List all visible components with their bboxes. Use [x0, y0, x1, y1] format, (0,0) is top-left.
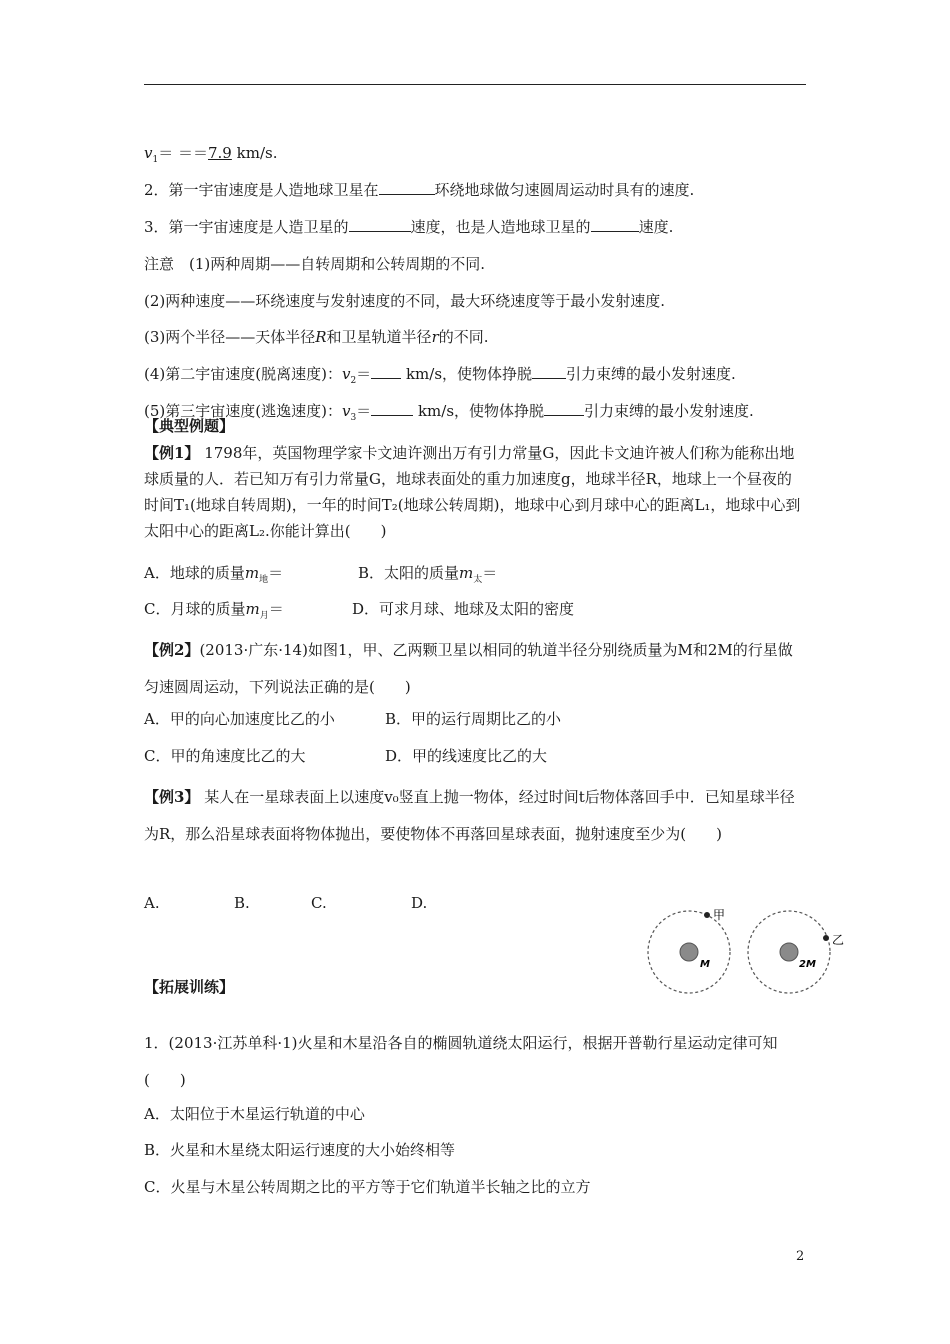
item-3-text-a: 3．第一宇宙速度是人造卫星的: [144, 218, 349, 236]
ex1-option-c-eq: ＝: [268, 600, 284, 618]
blank: [544, 401, 584, 416]
ex1-option-b-eq: ＝: [482, 564, 498, 582]
ex1-option-b-m: m: [459, 564, 474, 582]
v1-line: [144, 143, 277, 170]
blank: [371, 401, 413, 416]
header-rule: [144, 84, 806, 85]
note-4-v: v: [341, 365, 351, 383]
v1-symbol: v: [144, 144, 153, 162]
ex1-option-c: [144, 599, 284, 626]
planet-m: [680, 943, 698, 961]
note-3-text-b: 和卫星轨道半径: [326, 328, 432, 346]
example-3-label: 【例3】: [144, 788, 200, 806]
note-3: [144, 327, 489, 347]
note-2: (2)两种速度——环绕速度与发射速度的不同，最大环绕速度等于最小发射速度.: [144, 292, 666, 310]
orbit-right: [748, 911, 844, 993]
blank: [532, 364, 566, 379]
note-4-text-a: (4)第二宇宙速度(脱离速度)：: [144, 365, 342, 383]
example-2-text: (2013·广东·14)如图1，甲、乙两颗卫星以相同的轨道半径分别绕质量为M和2M的行星做匀速圆周运动，下列说法正确的是( ): [144, 641, 793, 696]
note-3-r: r: [431, 328, 439, 346]
example-3: [144, 779, 806, 853]
example-2-label: 【例2】: [144, 641, 200, 659]
ex1-option-c-text: C．月球的质量: [144, 600, 246, 618]
training-option-a: A．太阳位于木星运行轨道的中心: [144, 1105, 365, 1123]
item-3: [144, 217, 673, 237]
orbit-figure: [644, 904, 854, 996]
ex1-option-a-text: A．地球的质量: [144, 564, 245, 582]
example-1-label: 【例1】: [144, 444, 200, 462]
heading-examples: 【典型例题】: [144, 417, 235, 435]
item-2: [144, 180, 694, 200]
v1-unit: km/s.: [231, 144, 278, 162]
ex1-option-c-m: m: [245, 600, 260, 618]
planet-m-label: M: [700, 959, 710, 970]
example-3-text: 某人在一星球表面上以速度v₀竖直上抛一物体，经过时间t后物体落回手中．已知星球半径为R，那么沿星球表面将物体抛出，要使物体不再落回星球表面，抛射速度至少为( ): [144, 788, 795, 843]
planet-2m: [780, 943, 798, 961]
ex2-option-c: C．甲的角速度比乙的大: [144, 747, 306, 765]
v1-value: 7.9: [208, 144, 232, 162]
blank: [349, 217, 411, 232]
v1-subscript: 1: [152, 155, 159, 165]
item-2-text-b: 环绕地球做匀速圆周运动时具有的速度.: [434, 181, 695, 199]
note-5-text-c: km/s，使物体挣脱: [413, 402, 545, 420]
blank: [371, 364, 401, 379]
note-4-text-d: 引力束缚的最小发射速度.: [566, 365, 736, 383]
planet-2m-label: 2M: [799, 959, 816, 970]
note-5-text-d: 引力束缚的最小发射速度.: [584, 402, 754, 420]
blank: [591, 217, 639, 232]
ex1-option-b: [358, 563, 497, 590]
blank: [379, 180, 435, 195]
ex3-option-b: B.: [234, 894, 250, 912]
ex1-option-a-sub: 地: [259, 575, 269, 585]
ex3-option-a: A.: [144, 894, 160, 912]
note-4: [144, 364, 736, 391]
example-1-text: 1798年，英国物理学家卡文迪许测出万有引力常量G，因此卡文迪许被人们称为能称出地球质量的人．若已知万有引力常量G，地球表面处的重力加速度g，地球半径R，地球上一个昼夜的时间T₁(地球自转周期)，一年的时间T₂(地球公转周期)，地球中心到月球中心的距离L₁，地球中心到太阳中心的距离L₂.你能计算出( ): [144, 444, 801, 540]
ex1-option-a-m: m: [244, 564, 260, 582]
ex2-option-a: A．甲的向心加速度比乙的小: [144, 710, 335, 728]
ex1-option-b-sub: 太: [473, 575, 483, 585]
example-1: [144, 440, 806, 544]
ex1-option-d: D．可求月球、地球及太阳的密度: [352, 600, 575, 618]
ex3-option-c: C.: [311, 894, 327, 912]
note-3-text-c: 的不同.: [438, 328, 489, 346]
note-1: 注意 (1)两种周期——自转周期和公转周期的不同.: [144, 255, 486, 273]
item-3-text-c: 速度.: [638, 218, 674, 236]
note-4-sub: 2: [350, 376, 357, 386]
note-5-text-a: (5)第三宇宙速度(逃逸速度)：: [144, 402, 342, 420]
ex1-option-b-text: B．太阳的质量: [358, 564, 460, 582]
satellite-jia-label: 甲: [713, 908, 726, 922]
example-2: [144, 632, 806, 706]
note-3-R: R: [315, 328, 327, 346]
item-3-text-b: 速度，也是人造地球卫星的: [410, 218, 591, 236]
satellite-yi: [823, 935, 829, 941]
training-option-b: B．火星和木星绕太阳运行速度的大小始终相等: [144, 1141, 456, 1159]
training-question-1: 1．(2013·江苏单科·1)火星和木星沿各自的椭圆轨道绕太阳运行，根据开普勒行星运动定律可知( ): [144, 1034, 778, 1089]
ex2-option-d: D．甲的线速度比乙的大: [385, 747, 548, 765]
orbit-left: [648, 908, 730, 993]
v1-equals: ＝ ＝＝: [158, 144, 208, 162]
page-number: 2: [796, 1249, 805, 1264]
ex1-option-a-eq: ＝: [268, 564, 284, 582]
item-2-text-a: 2．第一宇宙速度是人造地球卫星在: [144, 181, 379, 199]
ex3-option-d: D.: [411, 894, 428, 912]
note-3-text-a: (3)两个半径——天体半径: [144, 328, 316, 346]
note-5-v: v: [341, 402, 351, 420]
heading-training: 【拓展训练】: [144, 978, 235, 996]
note-4-text-c: km/s，使物体挣脱: [401, 365, 533, 383]
note-4-equals: ＝: [356, 365, 372, 383]
satellite-jia: [704, 912, 710, 918]
satellite-yi-label: 乙: [832, 933, 845, 947]
note-5-sub: 3: [350, 413, 357, 423]
ex1-option-a: [144, 563, 283, 590]
training-option-c: C．火星与木星公转周期之比的平方等于它们轨道半长轴之比的立方: [144, 1178, 591, 1196]
note-5-equals: ＝: [356, 402, 372, 420]
ex1-option-c-sub: 月: [259, 611, 269, 621]
ex2-option-b: B．甲的运行周期比乙的小: [385, 710, 562, 728]
note-5: [144, 401, 754, 428]
